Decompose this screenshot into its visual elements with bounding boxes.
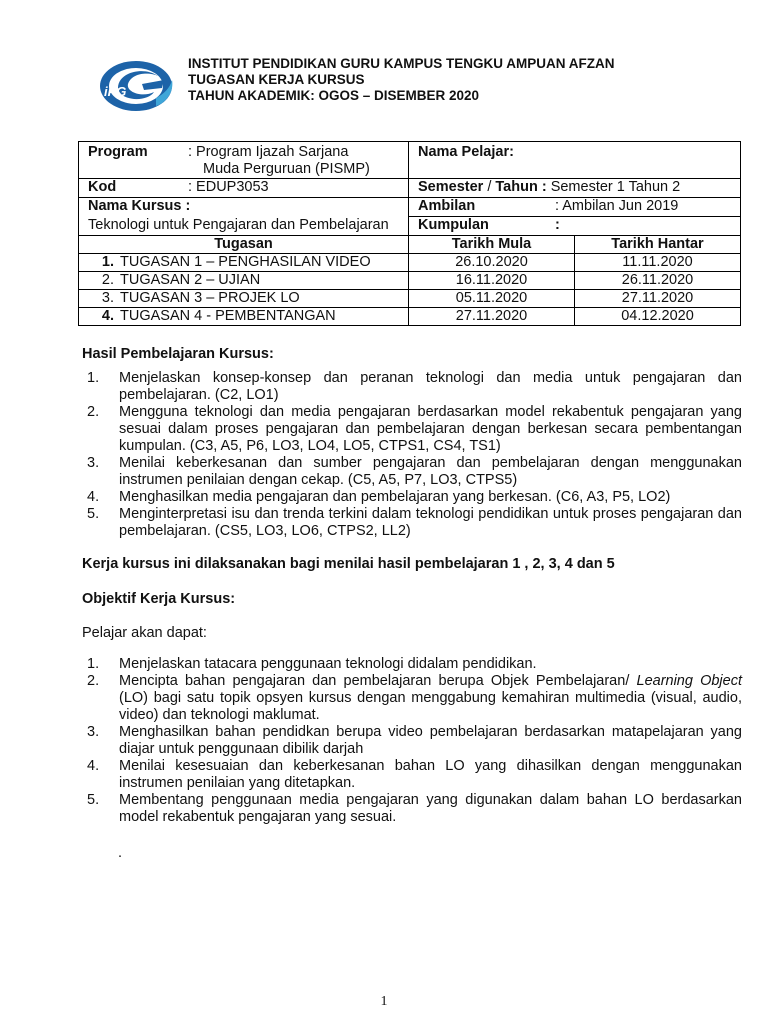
ambilan-label: Ambilan xyxy=(418,198,476,214)
kerja-note: Kerja kursus ini dilaksanakan bagi menilai hasil pembelajaran 1 , 2, 3, 4 dan 5 xyxy=(82,556,615,572)
ambilan-value: : Ambilan Jun 2019 xyxy=(555,198,679,214)
nama-pelajar-label: Nama Pelajar: xyxy=(418,144,514,160)
list-text: Membentang penggunaan media pengajaran yang digunakan dalam bahan LO berdasarkan model rekabentuk pengajaran yang sesuai. xyxy=(119,792,742,825)
kumpulan-value: : xyxy=(555,217,560,233)
nama-pelajar-cell xyxy=(409,142,741,179)
objektif-list xyxy=(82,656,742,826)
nama-kursus-value-cell xyxy=(79,217,409,236)
kod-label: Kod xyxy=(88,179,117,195)
task-end: 26.11.2020 xyxy=(575,272,741,290)
page-number: 1 xyxy=(380,994,388,1009)
list-number: 5. xyxy=(87,792,100,808)
semester-label: Semester xyxy=(418,179,484,195)
task-end: 11.11.2020 xyxy=(575,254,741,272)
list-number: 2. xyxy=(87,673,100,689)
hasil-title: Hasil Pembelajaran Kursus: xyxy=(82,346,274,362)
objektif-title: Objektif Kerja Kursus: xyxy=(82,591,236,607)
semester-value: Semester 1 Tahun 2 xyxy=(546,179,681,195)
ambilan-cell xyxy=(409,198,741,217)
list-number: 1. xyxy=(87,370,100,386)
list-number: 1. xyxy=(87,656,100,672)
list-text: Menilai keberkesanan dan sumber pengajaran dan pembelajaran dengan menggunakan instrumen penilaian dengan cekap. (C5, A5, P7, LO3, CTPS5) xyxy=(119,455,742,488)
list-item xyxy=(82,455,742,489)
course-info-table xyxy=(78,141,741,326)
task-name: TUGASAN 4 - PEMBENTANGAN xyxy=(120,308,336,324)
list-number: 4. xyxy=(87,758,100,774)
task-name-cell xyxy=(79,308,409,326)
objektif-intro-wrap xyxy=(82,625,742,641)
list-number: 4. xyxy=(87,489,100,505)
task-start: 05.11.2020 xyxy=(409,290,575,308)
list-text: Menilai kesesuaian dan keberkesanan bahan LO yang dihasilkan dengan menggunakan instrumen penilaian yang ditetapkan. xyxy=(119,758,742,791)
task-name: TUGASAN 3 – PROJEK LO xyxy=(120,290,300,306)
task-number: 2. xyxy=(101,272,114,288)
kumpulan-cell xyxy=(409,217,741,236)
list-item xyxy=(82,758,742,792)
list-text: Mengguna teknologi dan media pengajaran berdasarkan model rekabentuk pengajaran yang sesuai dalam proses pengajaran dan pembelajaran dengan berkesan secara pembentangan kumpulan. (C3, A5, P6, LO3, LO4, LO5, CTPS1, CS4, TS1) xyxy=(119,404,742,454)
list-item xyxy=(82,656,742,673)
task-start: 27.11.2020 xyxy=(409,308,575,326)
task-number: 4. xyxy=(101,308,114,324)
list-text: Menghasilkan media pengajaran dan pembelajaran yang berkesan. (C6, A3, P5, LO2) xyxy=(119,489,671,505)
task-number: 3. xyxy=(101,290,114,306)
hasil-list-wrap xyxy=(82,370,742,540)
list-text: Menjelaskan tatacara penggunaan teknologi didalam pendidikan. xyxy=(119,656,537,672)
program-label: Program xyxy=(88,144,148,160)
program-value-2: Muda Perguruan (PISMP) xyxy=(203,161,370,177)
hasil-list xyxy=(82,370,742,540)
list-text: Mencipta bahan pengajaran dan pembelajaran berupa Objek Pembelajaran/ xyxy=(119,673,637,689)
list-item xyxy=(82,506,742,540)
hasil-section xyxy=(82,346,742,362)
program-value-1: : Program Ijazah Sarjana xyxy=(188,144,349,160)
objektif-section xyxy=(82,591,742,607)
list-item xyxy=(82,404,742,455)
table-row xyxy=(79,254,741,272)
tugasan-header: Tugasan xyxy=(79,236,409,254)
list-text: Menginterpretasi isu dan trenda terkini dalam teknologi pendidikan untuk proses pengajaran dan pembelajaran. (CS5, LO3, LO6, CTPS2, LL2) xyxy=(119,506,742,539)
kumpulan-label: Kumpulan xyxy=(418,217,489,233)
institute-name: INSTITUT PENDIDIKAN GURU KAMPUS TENGKU AMPUAN AFZAN xyxy=(188,56,615,71)
task-name-cell xyxy=(79,272,409,290)
list-number: 3. xyxy=(87,455,100,471)
nama-kursus-label-cell xyxy=(79,198,409,217)
program-cell xyxy=(79,142,409,179)
logo-text: iPG xyxy=(104,84,127,99)
tahun-label: Tahun : xyxy=(495,179,547,195)
objektif-list-wrap xyxy=(82,656,742,826)
list-text: Menghasilkan bahan pendidkan berupa video pembelajaran berdasarkan matapelajaran yang diajar untuk penggunaan dibilik darjah xyxy=(119,724,742,757)
nama-kursus-value: Teknologi untuk Pengajaran dan Pembelajaran xyxy=(88,216,389,233)
tarikh-hantar-header: Tarikh Hantar xyxy=(575,236,741,254)
semester-cell xyxy=(409,179,741,198)
list-number: 5. xyxy=(87,506,100,522)
academic-year: TAHUN AKADEMIK: OGOS – DISEMBER 2020 xyxy=(188,88,480,103)
table-row xyxy=(79,308,741,326)
kod-value: : EDUP3053 xyxy=(188,179,269,195)
task-name: TUGASAN 1 – PENGHASILAN VIDEO xyxy=(120,254,371,270)
task-end: 04.12.2020 xyxy=(575,308,741,326)
task-name-cell xyxy=(79,254,409,272)
list-item xyxy=(82,792,742,826)
task-start: 16.11.2020 xyxy=(409,272,575,290)
task-name-cell xyxy=(79,290,409,308)
list-text-italic: Learning Object xyxy=(636,673,742,689)
table-row xyxy=(79,290,741,308)
coursework-title: TUGASAN KERJA KURSUS xyxy=(188,72,365,87)
semester-sep: / xyxy=(483,179,496,195)
task-end: 27.11.2020 xyxy=(575,290,741,308)
list-text-cont: (LO) bagi satu topik opsyen kursus dengan menggabung kemahiran multimedia (visual, audio, video) dan teknologi maklumat. xyxy=(119,690,742,723)
table-row xyxy=(79,272,741,290)
kerja-note-wrap xyxy=(82,556,742,572)
stray-dot: . xyxy=(118,845,123,861)
list-item xyxy=(82,673,742,724)
list-item xyxy=(82,724,742,758)
objektif-intro: Pelajar akan dapat: xyxy=(82,625,207,641)
nama-kursus-label: Nama Kursus : xyxy=(88,198,191,214)
ipg-logo-graphic xyxy=(98,58,180,114)
list-item xyxy=(82,370,742,404)
ipg-logo xyxy=(98,58,180,114)
document-header xyxy=(188,56,615,104)
list-number: 3. xyxy=(87,724,100,740)
list-text: Menjelaskan konsep-konsep dan peranan teknologi dan media untuk pengajaran dan pembelajaran. (C2, LO1) xyxy=(119,370,742,403)
task-number: 1. xyxy=(101,254,114,270)
task-start: 26.10.2020 xyxy=(409,254,575,272)
task-name: TUGASAN 2 – UJIAN xyxy=(120,272,261,288)
tarikh-mula-header: Tarikh Mula xyxy=(409,236,575,254)
list-item xyxy=(82,489,742,506)
list-number: 2. xyxy=(87,404,100,420)
kod-cell xyxy=(79,179,409,198)
